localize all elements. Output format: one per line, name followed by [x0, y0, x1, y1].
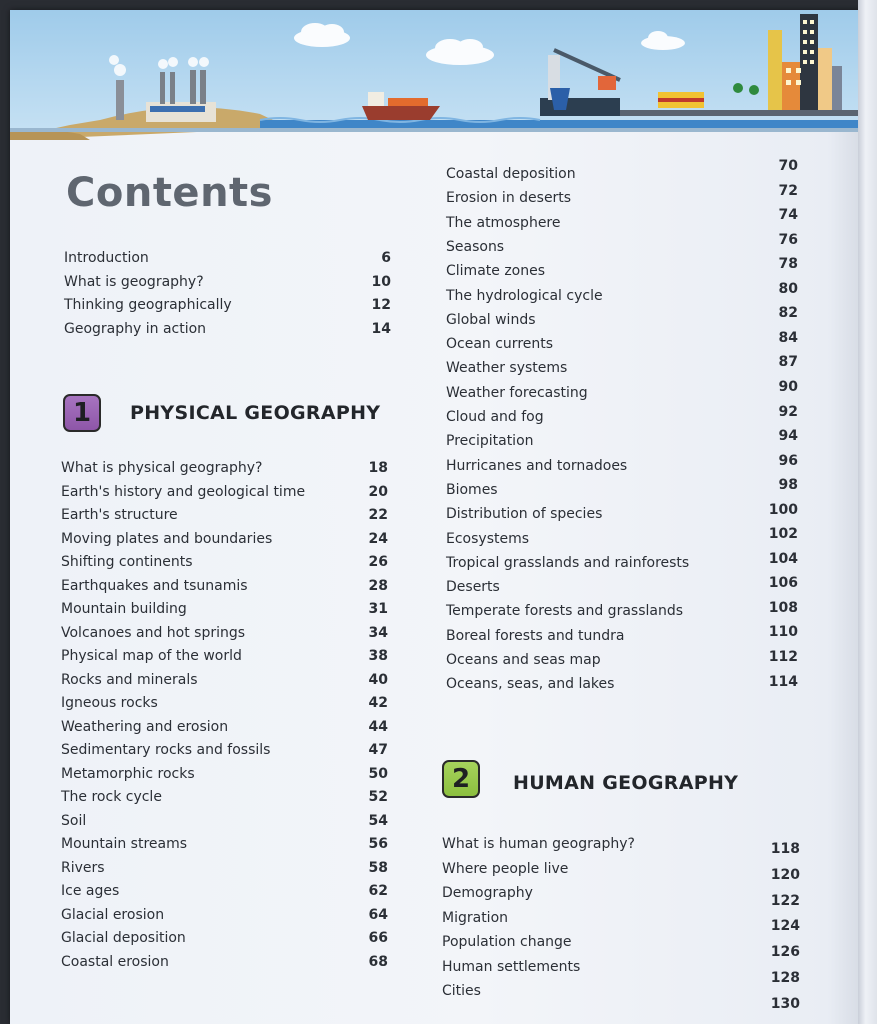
toc-entry-label: Ice ages	[61, 883, 120, 899]
toc-entry-label: The atmosphere	[446, 214, 561, 231]
toc-entry-page: 108	[768, 599, 798, 616]
toc-entry-page: 22	[368, 507, 388, 523]
toc-entry-page: 26	[368, 554, 388, 570]
toc-entry-page: 74	[778, 207, 798, 224]
toc-entry-label: Weathering and erosion	[61, 718, 229, 735]
toc-entry-label: What is physical geography?	[61, 460, 263, 476]
toc-entry	[61, 695, 401, 715]
toc-entry-label: Mountain streams	[61, 836, 188, 852]
toc-entry	[61, 930, 401, 950]
toc-entry	[442, 958, 802, 986]
toc-entry	[61, 719, 401, 739]
toc-entry-page: 38	[368, 648, 388, 664]
toc-entry-label: Shifting continents	[61, 554, 193, 570]
toc-entry-page: 128	[770, 970, 800, 986]
toc-entry	[446, 329, 802, 356]
toc-entry	[64, 274, 404, 294]
toc-entry-label: Glacial deposition	[61, 930, 186, 946]
toc-entry-label: Introduction	[64, 250, 149, 266]
toc-entry	[446, 305, 802, 332]
toc-entry-label: Physical map of the world	[61, 648, 242, 664]
toc-entry-label: Hurricanes and tornadoes	[446, 457, 628, 474]
toc-entry-label: Seasons	[446, 238, 505, 255]
toc-entry-page: 28	[368, 577, 388, 594]
toc-entry-label: What is geography?	[64, 273, 204, 290]
toc-entry-label: Earth's history and geological time	[61, 483, 306, 500]
toc-entry-label: The rock cycle	[61, 789, 162, 805]
toc-entry-label: Rocks and minerals	[61, 671, 198, 688]
toc-entry-page: 84	[778, 329, 798, 346]
toc-entry	[61, 860, 401, 880]
toc-entry	[446, 158, 802, 186]
toc-entry-page: 56	[368, 836, 388, 852]
toc-entry-page: 118	[770, 841, 800, 857]
toc-entry-label: Migration	[442, 909, 509, 926]
toc-entry	[61, 907, 401, 927]
section-2-title: HUMAN GEOGRAPHY	[513, 772, 739, 794]
toc-entry-page: 58	[368, 859, 388, 876]
toc-entry	[446, 599, 802, 623]
toc-entry-page: 106	[768, 575, 798, 592]
toc-entry	[442, 934, 802, 961]
toc-entry-page: 6	[381, 250, 391, 266]
toc-entry	[446, 649, 802, 672]
toc-entry-label: Earthquakes and tsunamis	[61, 577, 248, 594]
toc-entry	[442, 983, 802, 1012]
toc-entry	[61, 578, 401, 598]
toc-entry-page: 110	[768, 624, 798, 641]
toc-entry	[446, 403, 802, 429]
toc-entry-page: 100	[768, 501, 798, 518]
toc-entry-page: 12	[371, 297, 391, 313]
toc-entry	[442, 861, 802, 881]
toc-entry	[446, 378, 802, 405]
toc-entry	[442, 885, 802, 909]
toc-entry-page: 92	[778, 403, 798, 420]
toc-entry	[446, 428, 802, 453]
toc-entry-label: Mountain building	[61, 601, 187, 617]
toc-entry-page: 66	[368, 930, 388, 946]
toc-entry	[446, 354, 802, 380]
toc-entry	[446, 477, 802, 502]
toc-entry-page: 72	[778, 182, 798, 199]
toc-entry-page: 90	[778, 378, 798, 395]
toc-entry-page: 82	[778, 305, 798, 322]
page-title: Contents	[66, 170, 273, 216]
toc-entry	[61, 554, 401, 574]
toc-entry-page: 130	[770, 995, 800, 1012]
toc-entry-page: 14	[371, 320, 391, 337]
toc-entry	[61, 484, 401, 504]
page-edge	[858, 0, 877, 1024]
toc-entry	[61, 836, 401, 856]
toc-entry-label: Temperate forests and grasslands	[446, 603, 684, 620]
toc-entry	[442, 836, 802, 856]
toc-entry	[64, 250, 404, 270]
toc-entry-page: 96	[778, 452, 798, 469]
toc-entry-page: 87	[778, 354, 798, 371]
section-1-badge: 1	[63, 394, 101, 432]
toc-entry-label: The hydrological cycle	[446, 287, 603, 304]
toc-entry-label: Glacial erosion	[61, 906, 165, 923]
toc-entry-label: Oceans, seas, and lakes	[446, 676, 615, 693]
toc-entry-label: What is human geography?	[442, 836, 635, 852]
toc-entry	[446, 624, 802, 648]
toc-entry	[442, 909, 802, 935]
toc-entry	[446, 452, 802, 478]
toc-entry-page: 126	[770, 944, 800, 961]
toc-entry	[446, 673, 802, 696]
toc-entry-label: Moving plates and boundaries	[61, 530, 273, 547]
toc-entry-label: Human settlements	[442, 958, 581, 975]
toc-entry-page: 114	[768, 673, 798, 690]
toc-entry-label: Erosion in deserts	[446, 190, 572, 207]
toc-entry-page: 70	[778, 158, 798, 174]
toc-entry-label: Sedimentary rocks and fossils	[61, 742, 271, 758]
city-skyline-banner	[10, 10, 862, 150]
toc-entry-page: 24	[368, 530, 388, 547]
toc-entry	[446, 256, 802, 283]
toc-entry-label: Igneous rocks	[61, 695, 158, 711]
toc-entry	[446, 550, 802, 575]
toc-entry-label: Cloud and fog	[446, 409, 544, 425]
toc-entry-page: 10	[371, 273, 391, 290]
toc-entry-page: 112	[768, 649, 798, 665]
toc-entry-page: 20	[368, 483, 388, 500]
toc-entry-page: 18	[368, 460, 388, 476]
toc-entry	[446, 575, 802, 599]
toc-entry-page: 120	[770, 866, 800, 883]
toc-entry-page: 44	[368, 718, 388, 735]
toc-entry	[61, 460, 401, 480]
toc-entry-page: 68	[368, 953, 388, 970]
toc-entry	[446, 501, 802, 526]
toc-entry-page: 122	[770, 892, 800, 909]
toc-entry-label: Distribution of species	[446, 506, 603, 523]
toc-entry	[446, 207, 802, 235]
toc-entry-page: 47	[368, 742, 388, 758]
toc-entry-page: 104	[768, 550, 798, 567]
toc-entry-label: Soil	[61, 812, 87, 829]
toc-entry-label: Cities	[442, 983, 481, 999]
toc-entry	[61, 648, 401, 668]
toc-entry	[64, 321, 404, 341]
book-page	[10, 10, 862, 1024]
toc-entry	[61, 954, 401, 974]
toc-entry-page: 31	[368, 601, 388, 617]
toc-entry-page: 64	[368, 906, 388, 923]
toc-entry-label: Boreal forests and tundra	[446, 627, 625, 644]
toc-entry-label: Coastal erosion	[61, 953, 169, 970]
toc-entry-page: 124	[770, 918, 800, 935]
toc-entry-label: Population change	[442, 934, 572, 950]
section-2-badge: 2	[442, 760, 480, 798]
toc-entry-page: 94	[778, 428, 798, 445]
toc-entry-label: Coastal deposition	[446, 166, 576, 182]
toc-entry-label: Deserts	[446, 579, 500, 596]
toc-entry-label: Tropical grasslands and rainforests	[446, 554, 690, 571]
toc-entry	[64, 297, 404, 317]
toc-entry	[61, 531, 401, 551]
toc-entry-page: 62	[368, 883, 388, 899]
toc-entry	[61, 789, 401, 809]
toc-entry	[446, 182, 802, 210]
toc-entry-label: Biomes	[446, 481, 498, 498]
toc-entry-label: Oceans and seas map	[446, 652, 601, 668]
section-1-title: PHYSICAL GEOGRAPHY	[130, 402, 381, 424]
toc-entry-page: 54	[368, 812, 388, 829]
toc-entry-page: 76	[778, 231, 798, 248]
toc-entry-label: Thinking geographically	[64, 297, 232, 313]
toc-entry-label: Rivers	[61, 859, 105, 876]
toc-entry-page: 102	[768, 526, 798, 543]
toc-entry	[61, 766, 401, 786]
toc-entry	[61, 742, 401, 762]
toc-entry-label: Demography	[442, 885, 533, 901]
toc-entry-label: Where people live	[442, 860, 569, 877]
toc-entry	[61, 883, 401, 903]
toc-entry	[446, 526, 802, 551]
toc-entry	[446, 280, 802, 308]
toc-entry	[61, 625, 401, 645]
toc-entry-label: Geography in action	[64, 320, 207, 337]
toc-entry-label: Metamorphic rocks	[61, 765, 195, 782]
toc-entry-page: 80	[778, 280, 798, 297]
toc-entry-page: 40	[368, 671, 388, 688]
toc-entry-label: Ocean currents	[446, 336, 554, 353]
toc-entry	[61, 813, 401, 833]
toc-entry-page: 34	[368, 624, 388, 641]
toc-entry	[61, 601, 401, 621]
toc-entry-label: Climate zones	[446, 263, 546, 280]
toc-entry-label: Weather forecasting	[446, 384, 588, 401]
toc-entry-page: 78	[778, 256, 798, 273]
toc-entry-label: Precipitation	[446, 433, 534, 450]
toc-entry-page: 50	[368, 765, 388, 782]
toc-entry-label: Earth's structure	[61, 507, 178, 523]
toc-entry	[446, 231, 802, 259]
toc-entry-label: Ecosystems	[446, 530, 530, 547]
toc-entry-page: 98	[778, 477, 798, 494]
toc-entry	[61, 507, 401, 527]
toc-entry-page: 42	[368, 695, 388, 711]
toc-entry-page: 52	[368, 789, 388, 805]
toc-entry-label: Weather systems	[446, 360, 568, 377]
toc-entry-label: Global winds	[446, 311, 536, 328]
toc-entry	[61, 672, 401, 692]
toc-entry-label: Volcanoes and hot springs	[61, 624, 246, 641]
